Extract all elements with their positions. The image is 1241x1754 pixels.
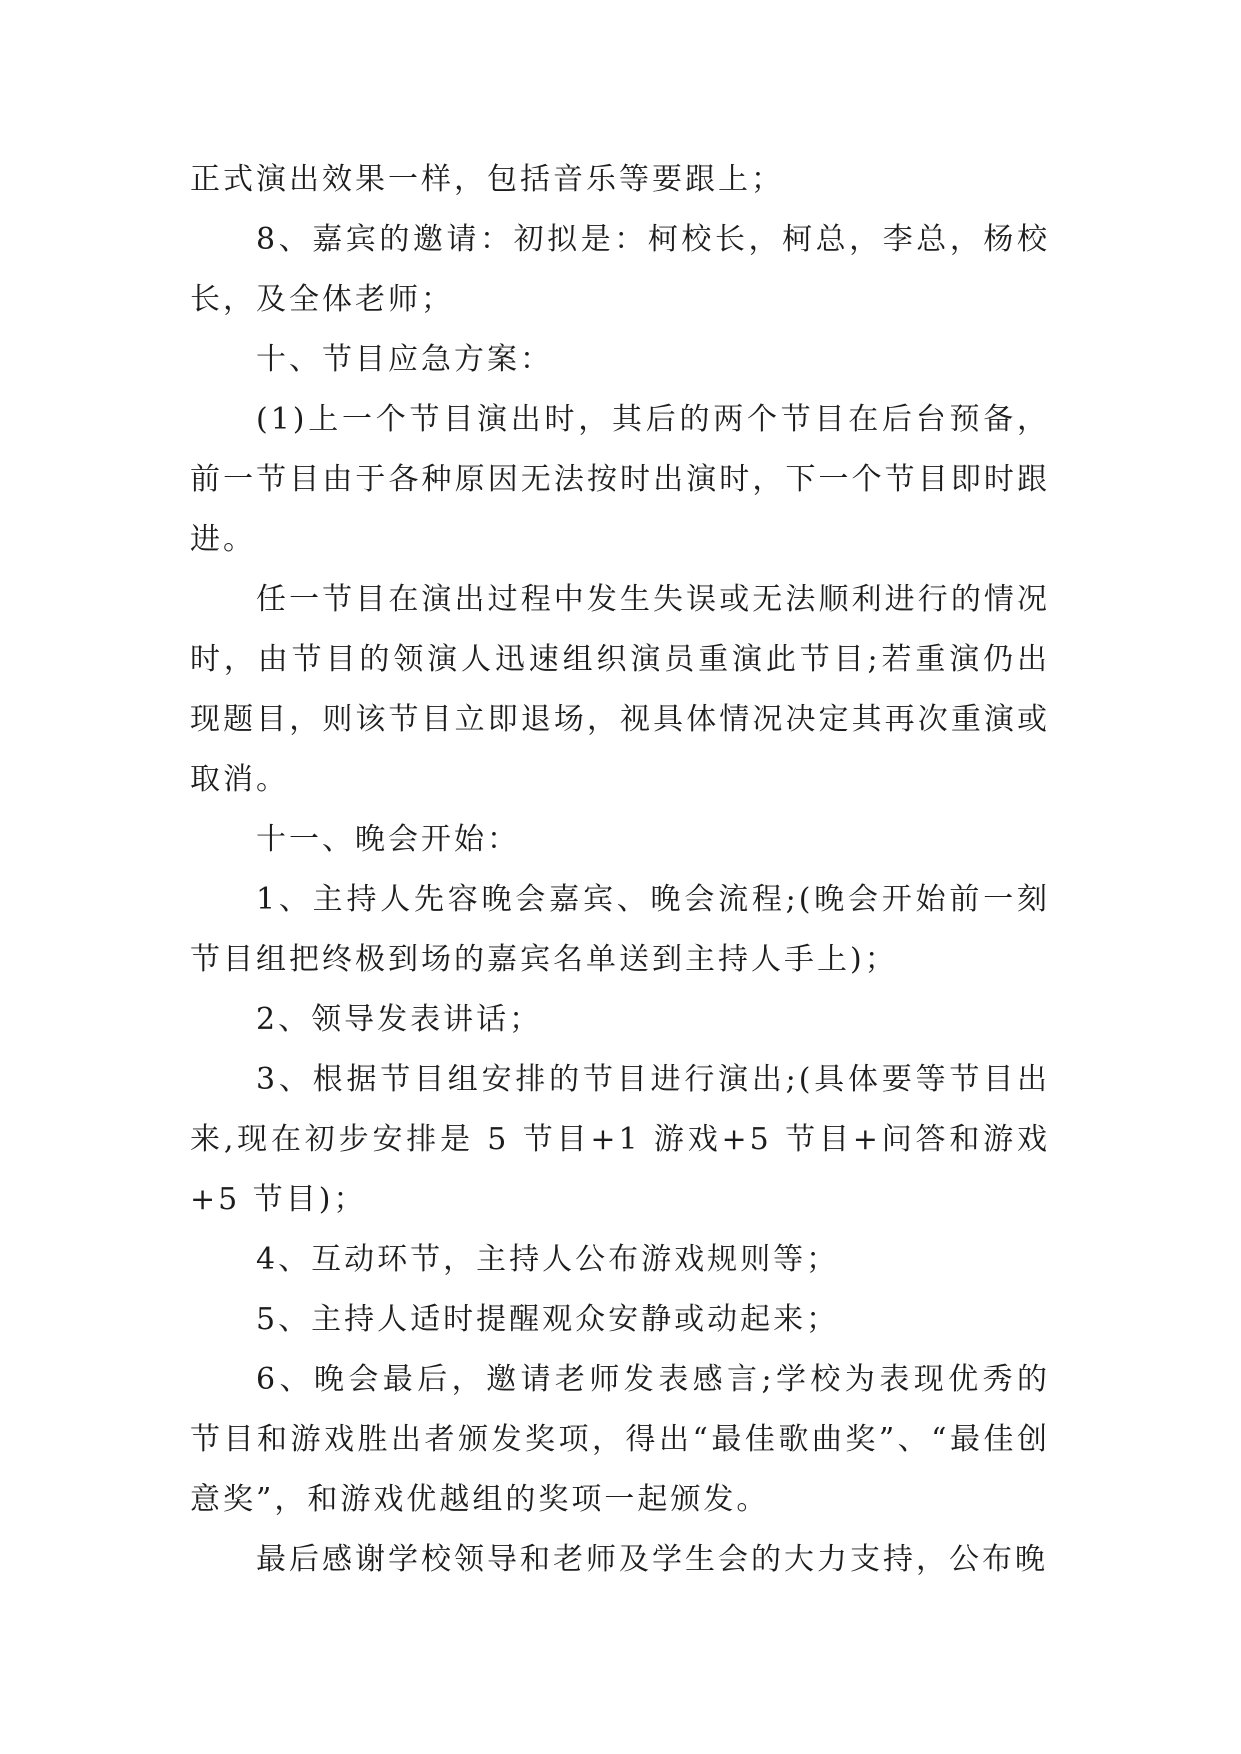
paragraph: 最后感谢学校领导和老师及学生会的大力支持，公布晚 [256,1542,1048,1577]
section-heading: 十一、晚会开始： [256,822,520,857]
list-item: 2、领导发表讲话； [256,1002,543,1037]
document-body [190,150,1050,1590]
list-item: 6、晚会最后，邀请老师发表感言;学校为表现优秀的节目和游戏胜出者颁发奖项，得出“最佳歌曲奖”、“最佳创意奖”，和游戏优越组的奖项一起颁发。 [190,1362,1050,1517]
paragraph: 8、嘉宾的邀请：初拟是：柯校长，柯总，李总，杨校长，及全体老师； [190,222,1050,317]
paragraph: (1)上一个节目演出时，其后的两个节目在后台预备，前一节目由于各种原因无法按时出演时，下一个节目即时跟进。 [190,402,1050,557]
list-item: 1、主持人先容晚会嘉宾、晚会流程;(晚会开始前一刻节目组把终极到场的嘉宾名单送到主持人手上)； [190,882,1050,977]
paragraph: 正式演出效果一样，包括音乐等要跟上； [190,162,784,197]
list-item: 4、互动环节，主持人公布游戏规则等； [256,1242,840,1277]
section-heading: 十、节目应急方案： [256,342,553,377]
list-item: 3、根据节目组安排的节目进行演出;(具体要等节目出来,现在初步安排是 5 节目+1 游戏+5 节目+问答和游戏+5 节目)； [190,1062,1050,1217]
list-item: 5、主持人适时提醒观众安静或动起来； [256,1302,840,1337]
paragraph: 任一节目在演出过程中发生失误或无法顺利进行的情况时，由节目的领演人迅速组织演员重演此节目;若重演仍出现题目，则该节目立即退场，视具体情况决定其再次重演或取消。 [190,582,1050,797]
